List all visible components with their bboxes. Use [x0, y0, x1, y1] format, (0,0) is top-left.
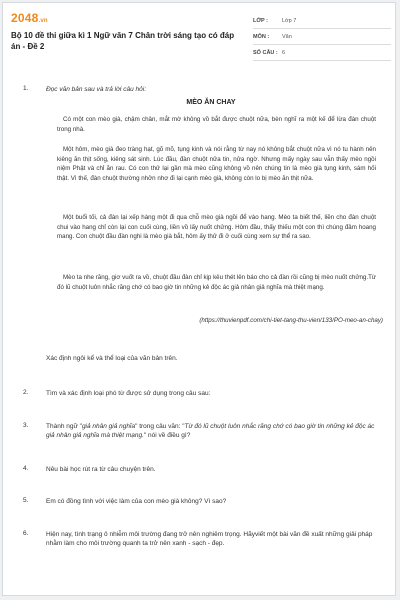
logo-suffix: .vn: [38, 18, 48, 24]
quoted-sentence: Từ đó lũ chuột luôn nhắc răng chớ có bao giờ tin những kẻ độc ác giả nhân giả nghĩa mà thiệt mạng.: [46, 423, 375, 439]
question-text: Xác định ngôi kể và thể loại của văn bản trên.: [46, 355, 178, 362]
question-number: 4.: [23, 465, 29, 472]
question-text-part: " nói về điều gì?: [143, 432, 191, 439]
question-text-part: " trong câu văn: ": [135, 423, 185, 430]
story-paragraph: Một hôm, mèo già đeo tràng hạt, gõ mõ, tụng kinh và nói rằng từ nay nó không bắt chuột nữa vì nó tu hành nên kiêng ăn thịt sống, kiêng sát sinh. Lúc đầu, đàn chuột nửa tin, nửa ngờ. Nhưng mấy ngày sau vẫn thấy mèo ngồi niệm Phật và chỉ ăn rau. Có con thử lại gần mà mèo cũng không vồ nên chúng tin là mèo già tụng kinh, sám hối thật. Vì thế, đàn chuột thường nhởn nhơ đi lại cạnh mèo già, không còn lo bị mèo ăn thịt nữa.: [57, 146, 376, 182]
page-header: [3, 3, 395, 73]
source-citation: (https://thuvienpdf.com/chi-tiet-tang-thu-vien/133/PO-meo-an-chay): [199, 317, 383, 324]
meta-table: [253, 13, 391, 61]
meta-row-subject: [253, 29, 391, 45]
site-logo[interactable]: [11, 11, 48, 25]
story-paragraph: Có một con mèo già, chậm chân, mắt mờ không vồ bắt được chuột nữa, bèn nghĩ ra một kế để lừa đàn chuột trong nhà.: [57, 116, 376, 133]
meta-value: 6: [282, 49, 286, 56]
meta-row-class: [253, 13, 391, 29]
meta-value: Lớp 7: [282, 17, 297, 24]
question-number: 2.: [23, 389, 29, 396]
story-paragraph: Mèo ta nhe răng, giơ vuốt ra vồ, chuột đầu đàn chỉ kịp kêu thét lên báo cho cả đàn rồi cũng bị mèo nuốt chửng.Từ đó lũ chuột luôn nhắc răng chớ có bao giờ tin những kẻ độc ác giả nhân giả nghĩa mà thiệt mạng.: [57, 274, 376, 291]
question-text-part: Thành ngữ ": [46, 423, 82, 430]
idiom-emphasis: giả nhân giả nghĩa: [81, 423, 136, 430]
question-number: 5.: [23, 497, 29, 504]
document-page: [2, 2, 396, 596]
question-text: Nêu bài học rút ra từ câu chuyện trên.: [46, 466, 156, 473]
meta-row-count: [253, 45, 391, 61]
meta-key: LỚP :: [253, 17, 268, 24]
story-title: MÈO ĂN CHAY: [186, 99, 236, 106]
story-paragraph: Một buổi tối, cả đàn lại xếp hàng một đi qua chỗ mèo già ngồi để vào hang. Mèo ta biết thế, liền cho đàn chuột chui vào hang chỉ còn lại con cuối cùng, liền vồ lấy nuốt chửng. Hôm đầu, thấy thiếu một con thì chúng đâm hoang mang. Con chuột đầu đàn nghi là mèo già bắt, hôm ấy thử đi ở cuối cùng xem sự thể ra sao.: [57, 214, 376, 240]
meta-key: MÔN :: [253, 33, 270, 40]
question-text: Hiện nay, tình trạng ô nhiễm môi trường đang trở nên nghiêm trọng. Hãyviết một bài văn đề xuất những giải pháp nhằm làm cho môi trường quanh ta trở nên xanh - sạch - đẹp.: [46, 531, 373, 547]
question-text: Tìm và xác định loại phó từ được sử dụng trong câu sau:: [46, 390, 211, 397]
meta-value: Văn: [282, 33, 292, 40]
question-number: 3.: [23, 422, 29, 429]
question-number: 1.: [23, 85, 29, 92]
meta-key: SỐ CÂU :: [253, 49, 278, 56]
document-title: Bộ 10 đề thi giữa kì 1 Ngữ văn 7 Chân trời sáng tạo có đáp án - Đề 2: [11, 31, 235, 51]
logo-main: 2048: [11, 11, 39, 25]
question-text: Em có đồng tình với việc làm của con mèo già không? Vì sao?: [46, 498, 227, 505]
question-number: 6.: [23, 530, 29, 537]
reading-instruction: Đọc văn bản sau và trả lời câu hỏi:: [46, 86, 147, 93]
question-text: [46, 422, 376, 440]
